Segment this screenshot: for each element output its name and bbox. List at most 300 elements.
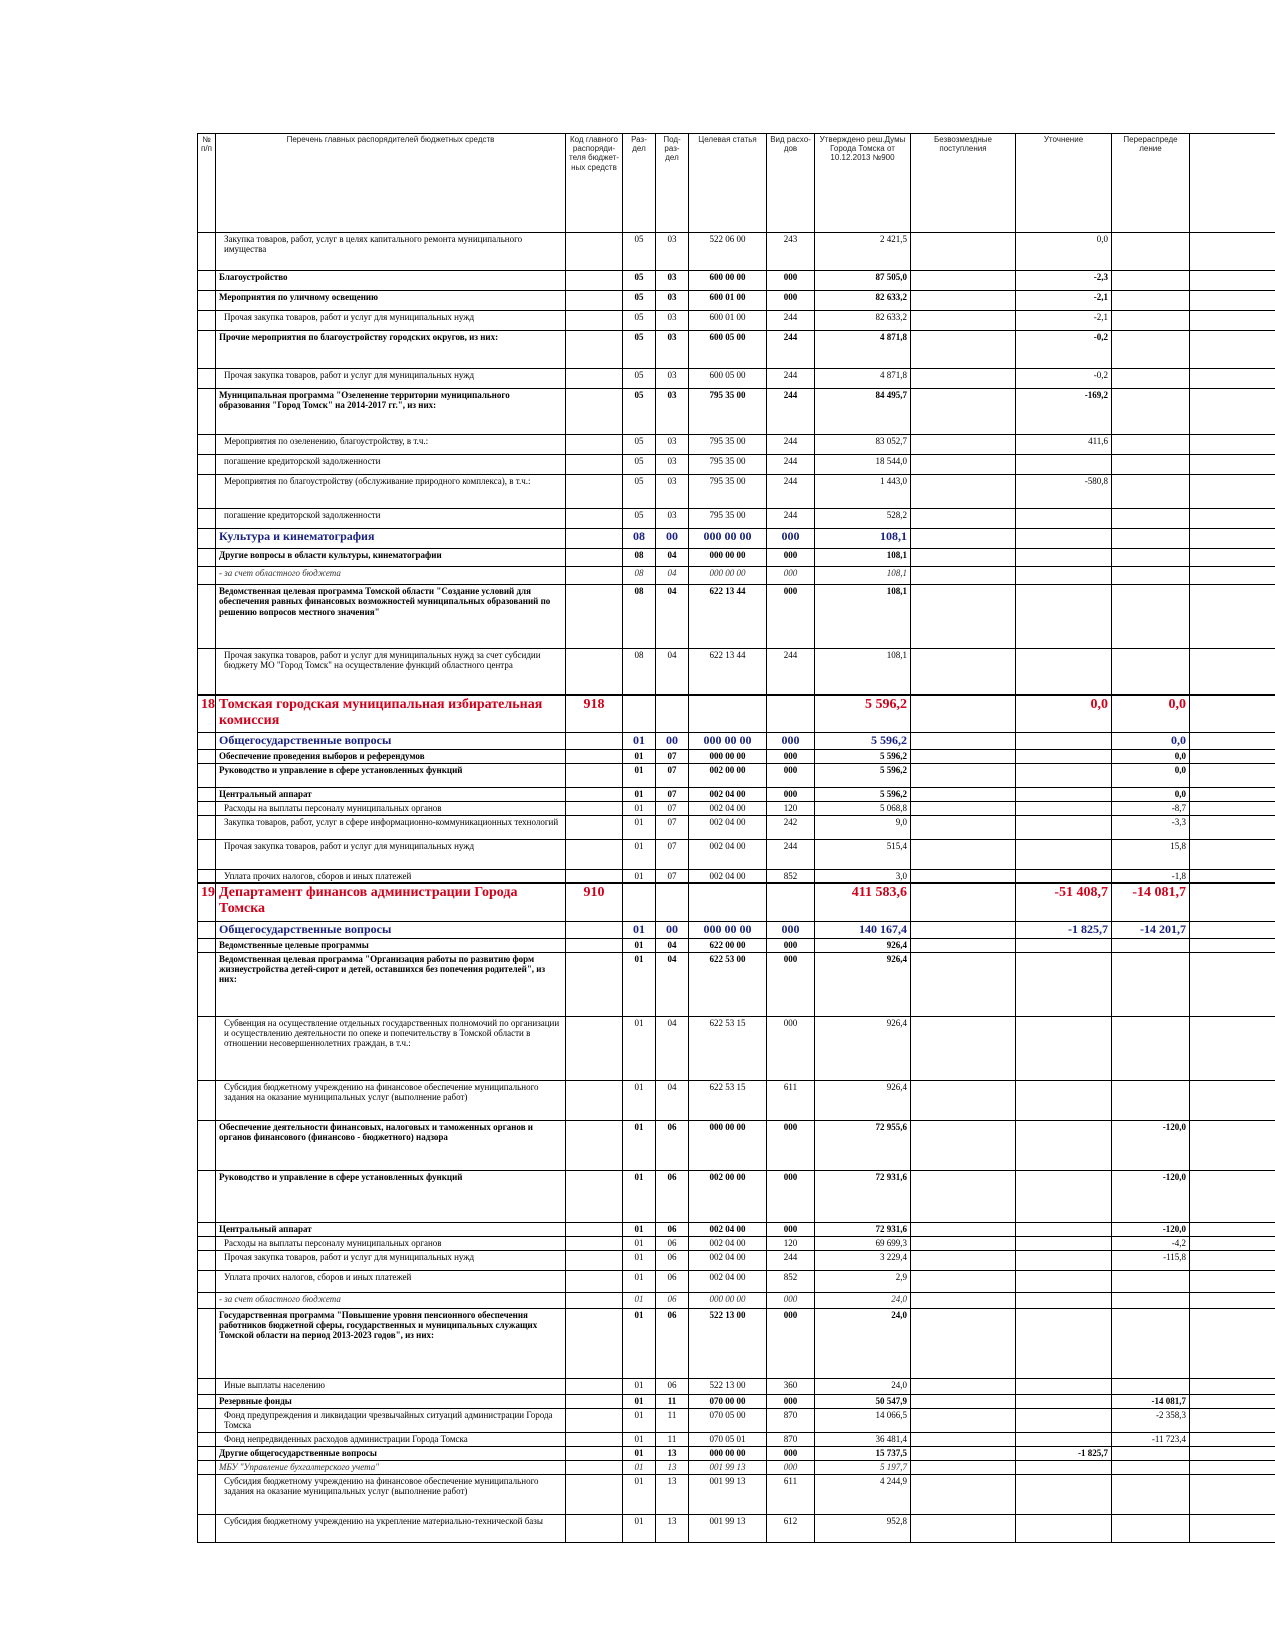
row-name: Закупка товаров, работ, услуг в сфере информационно-коммуникационных технологий (216, 815, 566, 839)
row-podrazdel: 13 (656, 1460, 689, 1474)
row-number (198, 938, 216, 952)
row-podrazdel: 07 (656, 869, 689, 883)
row-extra (1190, 1120, 1275, 1170)
row-redistribution (1112, 233, 1190, 271)
row-redistribution (1112, 331, 1190, 369)
row-article: 070 00 00 (689, 1394, 767, 1408)
row-name: Фонд предупреждения и ликвидации чрезвычайных ситуаций администрации Города Томска (216, 1408, 566, 1432)
table-row (198, 567, 1275, 585)
table-row (198, 763, 1275, 787)
row-extra (1190, 271, 1275, 291)
row-approved: 2 421,5 (815, 233, 911, 271)
row-name: Культура и кинематография (216, 529, 566, 549)
row-free (911, 1250, 1016, 1270)
row-redistribution (1112, 509, 1190, 529)
row-name: Другие общегосударственные вопросы (216, 1446, 566, 1460)
row-name: Руководство и управление в сфере установленных функций (216, 763, 566, 787)
row-free (911, 585, 1016, 649)
row-clarification (1016, 749, 1112, 763)
row-free (911, 733, 1016, 750)
row-redistribution (1112, 455, 1190, 475)
row-extra (1190, 389, 1275, 435)
row-free (911, 869, 1016, 883)
row-name: Муниципальная программа "Озеленение территории муниципального образования "Город Томск" на 2014-2017 гг.", из них: (216, 389, 566, 435)
row-code (566, 271, 623, 291)
row-extra (1190, 311, 1275, 331)
row-clarification: 411,6 (1016, 435, 1112, 455)
row-number (198, 801, 216, 815)
row-redistribution: 0,0 (1112, 733, 1190, 750)
row-razdel: 08 (623, 585, 656, 649)
row-razdel: 01 (623, 1292, 656, 1308)
row-podrazdel: 06 (656, 1170, 689, 1222)
row-free (911, 839, 1016, 869)
row-vid: 360 (767, 1378, 815, 1394)
row-clarification (1016, 567, 1112, 585)
row-approved: 4 871,8 (815, 369, 911, 389)
row-podrazdel: 11 (656, 1408, 689, 1432)
row-code (566, 435, 623, 455)
row-clarification: 0,0 (1016, 233, 1112, 271)
row-name: Мероприятия по благоустройству (обслуживание природного комплекса), в т.ч.: (216, 475, 566, 509)
row-redistribution (1112, 435, 1190, 455)
row-number (198, 1394, 216, 1408)
row-clarification: -2,1 (1016, 311, 1112, 331)
header-article: Целевая статья (689, 134, 767, 233)
row-extra (1190, 1474, 1275, 1514)
row-approved: 82 633,2 (815, 291, 911, 311)
row-clarification (1016, 1408, 1112, 1432)
row-number (198, 921, 216, 938)
row-razdel: 05 (623, 311, 656, 331)
row-clarification: -0,2 (1016, 369, 1112, 389)
row-number (198, 585, 216, 649)
row-name: Субсидия бюджетному учреждению на укрепление материально-технической базы (216, 1514, 566, 1542)
budget-document (197, 133, 1275, 1543)
row-podrazdel: 04 (656, 567, 689, 585)
row-podrazdel: 04 (656, 952, 689, 1016)
row-article: 000 00 00 (689, 1292, 767, 1308)
row-razdel: 01 (623, 763, 656, 787)
row-razdel (623, 883, 656, 921)
row-clarification (1016, 839, 1112, 869)
table-row (198, 233, 1275, 271)
row-name: Центральный аппарат (216, 1222, 566, 1236)
row-podrazdel: 06 (656, 1292, 689, 1308)
row-clarification (1016, 1292, 1112, 1308)
row-name: Мероприятия по уличному освещению (216, 291, 566, 311)
row-razdel: 05 (623, 291, 656, 311)
table-row (198, 1170, 1275, 1222)
row-vid: 000 (767, 1308, 815, 1378)
header-approved: Утверждено реш.Думы Города Томска от 10.12.2013 №900 (815, 134, 911, 233)
row-free (911, 567, 1016, 585)
row-approved: 5 596,2 (815, 749, 911, 763)
row-free (911, 787, 1016, 801)
row-approved: 24,0 (815, 1308, 911, 1378)
row-extra (1190, 1080, 1275, 1120)
row-code (566, 455, 623, 475)
row-number (198, 529, 216, 549)
row-article: 600 01 00 (689, 311, 767, 331)
row-free (911, 369, 1016, 389)
row-article: 002 04 00 (689, 815, 767, 839)
row-code (566, 233, 623, 271)
row-clarification (1016, 952, 1112, 1016)
row-clarification (1016, 787, 1112, 801)
row-clarification (1016, 1270, 1112, 1292)
row-article: 600 05 00 (689, 369, 767, 389)
row-number (198, 815, 216, 839)
row-redistribution (1112, 1308, 1190, 1378)
row-code (566, 369, 623, 389)
row-free (911, 1394, 1016, 1408)
header-redistribution: Перераспреде ление (1112, 134, 1190, 233)
row-number (198, 1170, 216, 1222)
budget-table (197, 133, 1275, 1543)
row-vid: 000 (767, 1292, 815, 1308)
row-name: Прочая закупка товаров, работ и услуг для муниципальных нужд (216, 1250, 566, 1270)
row-extra (1190, 549, 1275, 567)
row-vid: 000 (767, 787, 815, 801)
row-redistribution (1112, 1080, 1190, 1120)
row-vid: 852 (767, 1270, 815, 1292)
table-row (198, 549, 1275, 567)
row-free (911, 1222, 1016, 1236)
table-header-row (198, 134, 1275, 233)
row-vid: 000 (767, 1460, 815, 1474)
row-number (198, 455, 216, 475)
row-podrazdel: 04 (656, 585, 689, 649)
row-clarification (1016, 801, 1112, 815)
row-number (198, 233, 216, 271)
header-podrazdel: Под-раз-дел (656, 134, 689, 233)
row-article: 002 04 00 (689, 801, 767, 815)
row-code (566, 763, 623, 787)
row-redistribution (1112, 938, 1190, 952)
row-clarification (1016, 649, 1112, 695)
row-free (911, 1292, 1016, 1308)
row-number (198, 271, 216, 291)
table-row (198, 435, 1275, 455)
row-razdel: 01 (623, 1120, 656, 1170)
row-razdel: 05 (623, 233, 656, 271)
table-row (198, 1236, 1275, 1250)
row-podrazdel: 03 (656, 233, 689, 271)
row-clarification (1016, 549, 1112, 567)
row-number (198, 509, 216, 529)
row-number (198, 549, 216, 567)
row-vid: 612 (767, 1514, 815, 1542)
row-razdel: 01 (623, 1460, 656, 1474)
table-row (198, 311, 1275, 331)
row-podrazdel: 00 (656, 921, 689, 938)
row-number (198, 311, 216, 331)
table-row (198, 1446, 1275, 1460)
row-razdel: 05 (623, 435, 656, 455)
row-razdel: 01 (623, 869, 656, 883)
row-approved: 84 495,7 (815, 389, 911, 435)
row-code (566, 475, 623, 509)
row-extra (1190, 1446, 1275, 1460)
row-name: Субсидия бюджетному учреждению на финансовое обеспечение муниципального задания на оказание муниципальных услуг (выполнение работ) (216, 1080, 566, 1120)
row-redistribution: 0,0 (1112, 787, 1190, 801)
row-redistribution: -4,2 (1112, 1236, 1190, 1250)
row-redistribution: -3,3 (1112, 815, 1190, 839)
row-razdel: 01 (623, 815, 656, 839)
row-razdel: 01 (623, 938, 656, 952)
row-razdel: 05 (623, 475, 656, 509)
row-vid: 000 (767, 763, 815, 787)
row-redistribution (1112, 475, 1190, 509)
row-name: Мероприятия по озеленению, благоустройству, в т.ч.: (216, 435, 566, 455)
row-podrazdel: 03 (656, 331, 689, 369)
row-free (911, 1474, 1016, 1514)
row-name: Томская городская муниципальная избирательная комиссия (216, 695, 566, 733)
row-podrazdel: 04 (656, 649, 689, 695)
row-approved: 4 871,8 (815, 331, 911, 369)
row-approved: 3,0 (815, 869, 911, 883)
row-code (566, 1222, 623, 1236)
row-article: 600 05 00 (689, 331, 767, 369)
row-clarification: -2,3 (1016, 271, 1112, 291)
row-approved: 83 052,7 (815, 435, 911, 455)
row-podrazdel: 04 (656, 1080, 689, 1120)
row-clarification (1016, 733, 1112, 750)
row-approved: 515,4 (815, 839, 911, 869)
row-vid: 000 (767, 585, 815, 649)
row-name: Субвенция на осуществление отдельных государственных полномочий по организации и осуществлению деятельности по опеке и попечительству в Томской области в отношении несовершеннолетних граждан, в т.ч.: (216, 1016, 566, 1080)
row-number: 18 (198, 695, 216, 733)
row-number (198, 1378, 216, 1394)
row-number (198, 1016, 216, 1080)
row-extra (1190, 1408, 1275, 1432)
row-approved: 108,1 (815, 567, 911, 585)
table-row (198, 509, 1275, 529)
row-article: 795 35 00 (689, 455, 767, 475)
row-code (566, 1394, 623, 1408)
row-article: 622 00 00 (689, 938, 767, 952)
row-article: 000 00 00 (689, 1120, 767, 1170)
row-clarification (1016, 869, 1112, 883)
row-approved: 5 068,8 (815, 801, 911, 815)
row-podrazdel: 00 (656, 733, 689, 750)
row-redistribution: -115,8 (1112, 1250, 1190, 1270)
row-approved: 926,4 (815, 1016, 911, 1080)
row-name: Уплата прочих налогов, сборов и иных платежей (216, 1270, 566, 1292)
row-code (566, 787, 623, 801)
row-redistribution (1112, 1292, 1190, 1308)
row-name: - за счет областного бюджета (216, 567, 566, 585)
row-article: 795 35 00 (689, 475, 767, 509)
row-podrazdel: 04 (656, 938, 689, 952)
row-approved: 5 596,2 (815, 787, 911, 801)
row-extra (1190, 952, 1275, 1016)
row-podrazdel (656, 883, 689, 921)
row-number (198, 1460, 216, 1474)
row-code (566, 1292, 623, 1308)
header-free: Безвозмездные поступления (911, 134, 1016, 233)
table-row (198, 1474, 1275, 1514)
table-row (198, 1222, 1275, 1236)
row-number (198, 567, 216, 585)
row-free (911, 509, 1016, 529)
row-extra (1190, 1394, 1275, 1408)
row-clarification (1016, 1016, 1112, 1080)
row-code (566, 291, 623, 311)
row-code (566, 311, 623, 331)
row-article: 000 00 00 (689, 749, 767, 763)
row-number (198, 389, 216, 435)
row-razdel: 01 (623, 1394, 656, 1408)
row-podrazdel: 07 (656, 815, 689, 839)
row-vid: 000 (767, 1446, 815, 1460)
row-free (911, 749, 1016, 763)
row-number (198, 649, 216, 695)
row-extra (1190, 733, 1275, 750)
row-podrazdel: 06 (656, 1270, 689, 1292)
row-podrazdel: 03 (656, 435, 689, 455)
row-article (689, 883, 767, 921)
row-number (198, 1236, 216, 1250)
row-name: погашение кредиторской задолженности (216, 455, 566, 475)
row-name: Руководство и управление в сфере установленных функций (216, 1170, 566, 1222)
row-code (566, 921, 623, 938)
row-razdel: 01 (623, 1222, 656, 1236)
row-vid: 000 (767, 1394, 815, 1408)
row-approved: 140 167,4 (815, 921, 911, 938)
table-row (198, 1080, 1275, 1120)
row-article: 002 04 00 (689, 839, 767, 869)
row-approved: 69 699,3 (815, 1236, 911, 1250)
row-name: Ведомственная целевая программа "Организация работы по развитию форм жизнеустройства детей-сирот и детей, оставшихся без попечения родителей", из них: (216, 952, 566, 1016)
row-clarification (1016, 1080, 1112, 1120)
row-name: Благоустройство (216, 271, 566, 291)
row-free (911, 455, 1016, 475)
row-redistribution (1112, 1446, 1190, 1460)
row-extra (1190, 1236, 1275, 1250)
row-number (198, 1250, 216, 1270)
row-clarification: -169,2 (1016, 389, 1112, 435)
row-vid: 244 (767, 311, 815, 331)
row-extra (1190, 1250, 1275, 1270)
row-code (566, 1446, 623, 1460)
row-approved: 87 505,0 (815, 271, 911, 291)
row-free (911, 763, 1016, 787)
row-razdel: 05 (623, 271, 656, 291)
row-article: 522 13 00 (689, 1378, 767, 1394)
row-code (566, 1080, 623, 1120)
table-row (198, 1408, 1275, 1432)
row-razdel: 08 (623, 529, 656, 549)
row-extra (1190, 435, 1275, 455)
row-code (566, 331, 623, 369)
row-clarification (1016, 763, 1112, 787)
header-extra (1190, 134, 1275, 233)
row-approved: 50 547,9 (815, 1394, 911, 1408)
table-row (198, 869, 1275, 883)
row-extra (1190, 815, 1275, 839)
row-podrazdel: 06 (656, 1236, 689, 1250)
row-article: 002 04 00 (689, 1222, 767, 1236)
row-podrazdel: 13 (656, 1446, 689, 1460)
row-code (566, 839, 623, 869)
row-vid: 244 (767, 389, 815, 435)
row-extra (1190, 291, 1275, 311)
row-razdel: 05 (623, 509, 656, 529)
row-clarification (1016, 1120, 1112, 1170)
row-article: 001 99 13 (689, 1474, 767, 1514)
row-name: Общегосударственные вопросы (216, 921, 566, 938)
row-podrazdel: 03 (656, 271, 689, 291)
row-code (566, 567, 623, 585)
row-article: 002 04 00 (689, 1236, 767, 1250)
row-podrazdel: 04 (656, 1016, 689, 1080)
row-extra (1190, 369, 1275, 389)
row-extra (1190, 1270, 1275, 1292)
row-extra (1190, 839, 1275, 869)
row-number (198, 435, 216, 455)
row-extra (1190, 1170, 1275, 1222)
row-vid: 000 (767, 567, 815, 585)
row-podrazdel: 11 (656, 1432, 689, 1446)
row-free (911, 815, 1016, 839)
row-article: 522 13 00 (689, 1308, 767, 1378)
row-number (198, 1222, 216, 1236)
row-article: 000 00 00 (689, 733, 767, 750)
row-razdel: 01 (623, 1408, 656, 1432)
row-redistribution: 0,0 (1112, 695, 1190, 733)
row-clarification (1016, 1236, 1112, 1250)
row-free (911, 952, 1016, 1016)
row-article: 002 04 00 (689, 869, 767, 883)
row-redistribution (1112, 1378, 1190, 1394)
row-vid: 000 (767, 952, 815, 1016)
row-vid: 244 (767, 475, 815, 509)
row-code (566, 509, 623, 529)
row-clarification (1016, 815, 1112, 839)
row-free (911, 1270, 1016, 1292)
row-redistribution (1112, 1270, 1190, 1292)
row-clarification (1016, 938, 1112, 952)
row-redistribution (1112, 549, 1190, 567)
row-number (198, 763, 216, 787)
row-razdel: 01 (623, 1308, 656, 1378)
table-row (198, 529, 1275, 549)
row-number (198, 1408, 216, 1432)
row-name: Прочие мероприятия по благоустройству городских округов, из них: (216, 331, 566, 369)
table-row (198, 1016, 1275, 1080)
row-extra (1190, 455, 1275, 475)
row-name: Прочая закупка товаров, работ и услуг для муниципальных нужд (216, 839, 566, 869)
row-vid: 120 (767, 801, 815, 815)
row-name: Обеспечение деятельности финансовых, налоговых и таможенных органов и органов финансового (финансово - бюджетного) надзора (216, 1120, 566, 1170)
row-approved: 36 481,4 (815, 1432, 911, 1446)
row-article: 622 13 44 (689, 585, 767, 649)
row-razdel: 01 (623, 1016, 656, 1080)
row-code (566, 1170, 623, 1222)
row-number (198, 1120, 216, 1170)
row-vid: 000 (767, 733, 815, 750)
table-row (198, 331, 1275, 369)
row-article: 622 53 15 (689, 1080, 767, 1120)
table-row (198, 291, 1275, 311)
row-razdel: 05 (623, 331, 656, 369)
row-podrazdel: 03 (656, 311, 689, 331)
row-article: 000 00 00 (689, 529, 767, 549)
row-article: 002 00 00 (689, 1170, 767, 1222)
row-free (911, 695, 1016, 733)
